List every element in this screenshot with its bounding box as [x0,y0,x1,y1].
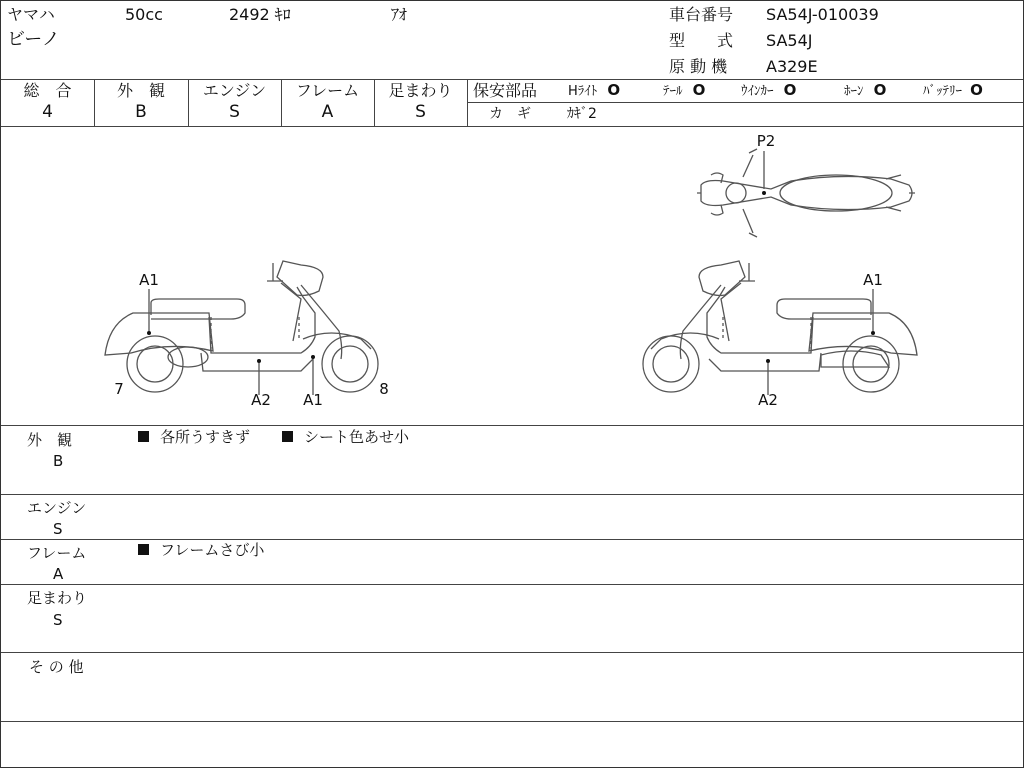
grade-value: B [135,102,147,122]
grade-overall [1,83,94,121]
grade-value: S [229,102,240,122]
exterior-note-2 [282,430,409,445]
note-text: フレームさび小 [160,541,265,559]
safety-item-name: ｳｲﾝｶｰ [741,84,774,99]
divider [1,721,1023,722]
divider [1,584,1023,585]
type-value: SA54J [766,31,813,50]
note-text: シート色あせ小 [304,428,410,446]
safety-item-name: ﾊﾞｯﾃﾘｰ [923,84,962,99]
safety-item-mark: O [873,81,887,99]
divider [1,494,1023,495]
grade-engine [188,83,281,121]
grade-label: エンジン [202,81,267,100]
safety-item-tail [663,83,705,98]
engine-label: 原 動 機 [669,57,728,76]
divider [467,102,1023,103]
grade-exterior [94,83,188,121]
safety-item-mark: O [783,81,797,99]
grade-label: 足まわり [388,81,453,100]
key-value: ｶｷﾞ2 [567,106,597,122]
safety-item-mark: O [692,81,706,99]
bullet-square-icon [138,544,149,555]
color: ｱｵ [391,5,408,24]
section-engine-grade: S [53,520,63,538]
grade-value: S [415,102,426,122]
engine-value: A329E [766,57,818,76]
bullet-square-icon [282,431,293,442]
safety-item-horn [844,83,886,98]
divider [1,539,1023,540]
divider [1,652,1023,653]
safety-item-name: Hﾗｲﾄ [568,84,598,99]
diagram-label-left-a1-floor: A1 [303,391,323,409]
type-label: 型 式 [669,31,734,50]
exterior-note-1 [138,430,250,445]
scooter-top-view [697,149,915,237]
safety-item-winker [741,83,796,98]
safety-item-mark: O [607,81,621,99]
diagram-label-7: 7 [114,380,124,398]
safety-item-mark: O [970,81,983,99]
note-text: 各所うすきず [160,428,251,446]
safety-parts-label: 保安部品 [473,81,538,100]
diagram-label-left-a1-seat: A1 [139,271,159,289]
scooter-diagram [1,127,1023,425]
section-exterior-label: 外 観 [27,431,73,449]
frame-no-label: 車台番号 [669,5,734,24]
section-other-label: そ の 他 [29,658,84,676]
divider [1,79,1023,80]
grade-frame [281,83,374,121]
grade-label: 外 観 [116,81,165,100]
divider [1,425,1023,426]
diagram-label-left-a2: A2 [251,391,271,409]
section-frame-grade: A [53,565,64,583]
key-label: カ ギ [489,106,531,122]
section-engine-label: エンジン [27,499,87,517]
mileage: 2492 ｷﾛ [229,5,291,24]
grade-label: 総 合 [23,81,72,100]
maker: ヤマハ [7,5,55,24]
frame-no: SA54J-010039 [766,5,879,24]
grade-suspension [374,83,467,121]
diagram-label-p2: P2 [756,132,776,150]
grade-value: A [321,102,334,122]
safety-item-name: ﾃｰﾙ [663,84,683,99]
safety-item-name: ﾎｰﾝ [844,84,864,99]
diagram-label-right-a2: A2 [758,391,778,409]
grade-value: 4 [42,102,53,122]
diagram-label-8: 8 [379,380,389,398]
frame-note-1 [138,543,264,558]
diagram-label-right-a1: A1 [863,271,883,289]
section-suspension-grade: S [53,611,63,629]
displacement: 50cc [125,5,163,24]
bullet-square-icon [138,431,149,442]
model-name: ビーノ [7,29,60,50]
section-suspension-label: 足まわり [27,589,88,607]
section-exterior-grade: B [53,452,64,470]
section-frame-label: フレーム [27,544,87,562]
safety-item-headlight [568,83,620,98]
grade-label: フレーム [295,81,360,100]
safety-item-battery [923,83,983,98]
